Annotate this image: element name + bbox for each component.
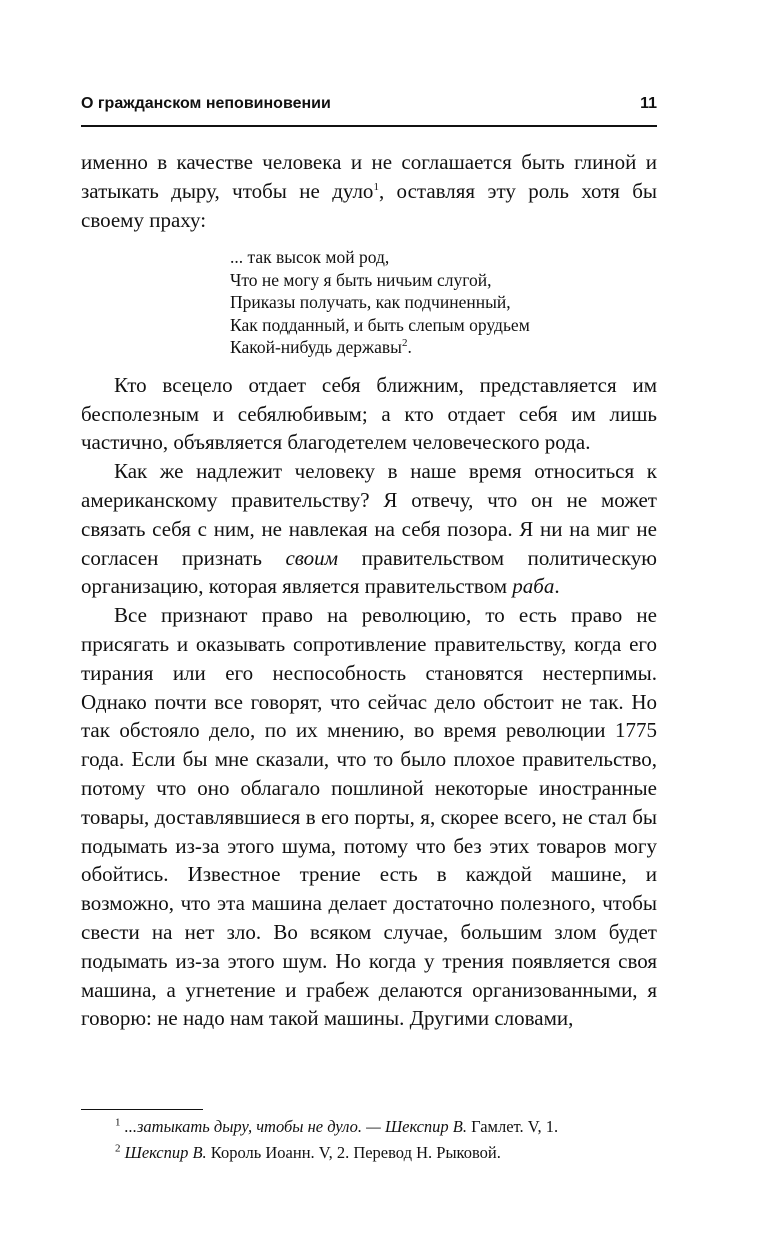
- paragraph-3: [81, 457, 657, 601]
- paragraph-3-emphasis-1: своим: [285, 545, 339, 570]
- verse-line-5-text: Какой-нибудь державы: [230, 337, 402, 358]
- verse-line-5: [230, 336, 657, 359]
- footnote-2-number: 2: [115, 1142, 121, 1155]
- footnote-1-emphasis: ...затыкать дыру, чтобы не дуло. — Шекспир В.: [124, 1117, 467, 1136]
- footnote-2-text: Король Иоанн. V, 2. Перевод Н. Рыковой.: [206, 1143, 501, 1162]
- verse-line-5-end: .: [407, 337, 412, 358]
- verse-line-4: Как подданный, и быть слепым орудьем: [230, 314, 530, 335]
- verse-line-1: ... так высок мой род,: [230, 247, 390, 268]
- footnote-divider: [81, 1109, 203, 1110]
- paragraph-4: Все признают право на революцию, то есть право не присягать и оказывать сопротивление правительству, когда его тирания или его неспособность становятся нестерпимы. Однако почти все говорят, что сейчас дело обстоит не так. Но так обстояло дело, по их мнению, во время революции 1775 года. Если бы мне сказали, что то было плохое правительство, потому что оно облагало пошлиной некоторые иностранные товары, доставлявшиеся в его порты, я, скорее всего, не стал бы подымать из-за этого шума, потому что без этих товаров могу обойтись. Известное трение есть в каждой машине, и возможно, что эта машина делает достаточно полезного, чтобы свести на нет зло. Во всяком случае, большим злом будет подымать из-за этого шум. Но когда у трения появляется своя машина, а угнетение и грабеж делаются организованными, я говорю: не надо нам такой машины. Другими словами,: [81, 603, 657, 1031]
- body-text: [81, 148, 657, 1033]
- page-number: 11: [640, 95, 657, 112]
- paragraph-3-text-c: .: [554, 574, 560, 599]
- footnotes: [115, 1114, 675, 1166]
- footnote-2: [115, 1140, 675, 1166]
- verse-line-2: Что не могу я быть ничьим слугой,: [230, 269, 492, 290]
- paragraph-2: Кто всецело отдает себя ближним, представляется им бесполезным и себялюбивым; а кто отдает себя им лишь частично, объявляется благодетелем человеческого рода.: [81, 372, 657, 455]
- verse-line-3: Приказы получать, как подчиненный,: [230, 292, 511, 313]
- running-header: [81, 93, 657, 127]
- paragraph-1-text-b: , оставляя эту роль хотя бы своему праху:: [81, 178, 657, 232]
- paragraph-1-text-a: именно в качестве человека и не соглашается быть глиной и затыкать дыру, чтобы не дуло: [81, 150, 657, 203]
- paragraph-3-emphasis-2: раба: [512, 574, 555, 599]
- paragraph-3-text-a: Как же надлежит человеку в наше время относиться к американскому правительству? Я отвечу, что он не может связать себя с ним, не навлекая на себя позора. Я ни на миг не согласен признать: [81, 459, 657, 570]
- paragraph-1: [81, 148, 657, 234]
- footnote-ref-1: 1: [373, 180, 379, 193]
- verse-quote: [230, 246, 657, 359]
- footnote-ref-2: 2: [401, 337, 408, 350]
- footnote-2-emphasis: Шекспир В.: [124, 1143, 207, 1162]
- footnote-1-text: Гамлет. V, 1.: [466, 1117, 559, 1136]
- paragraph-3-text-b: правительством политическую организацию, которая является правительством: [81, 545, 657, 599]
- running-title: О гражданском неповиновении: [81, 95, 331, 112]
- footnote-1: [115, 1114, 675, 1140]
- footnote-1-number: 1: [115, 1116, 121, 1129]
